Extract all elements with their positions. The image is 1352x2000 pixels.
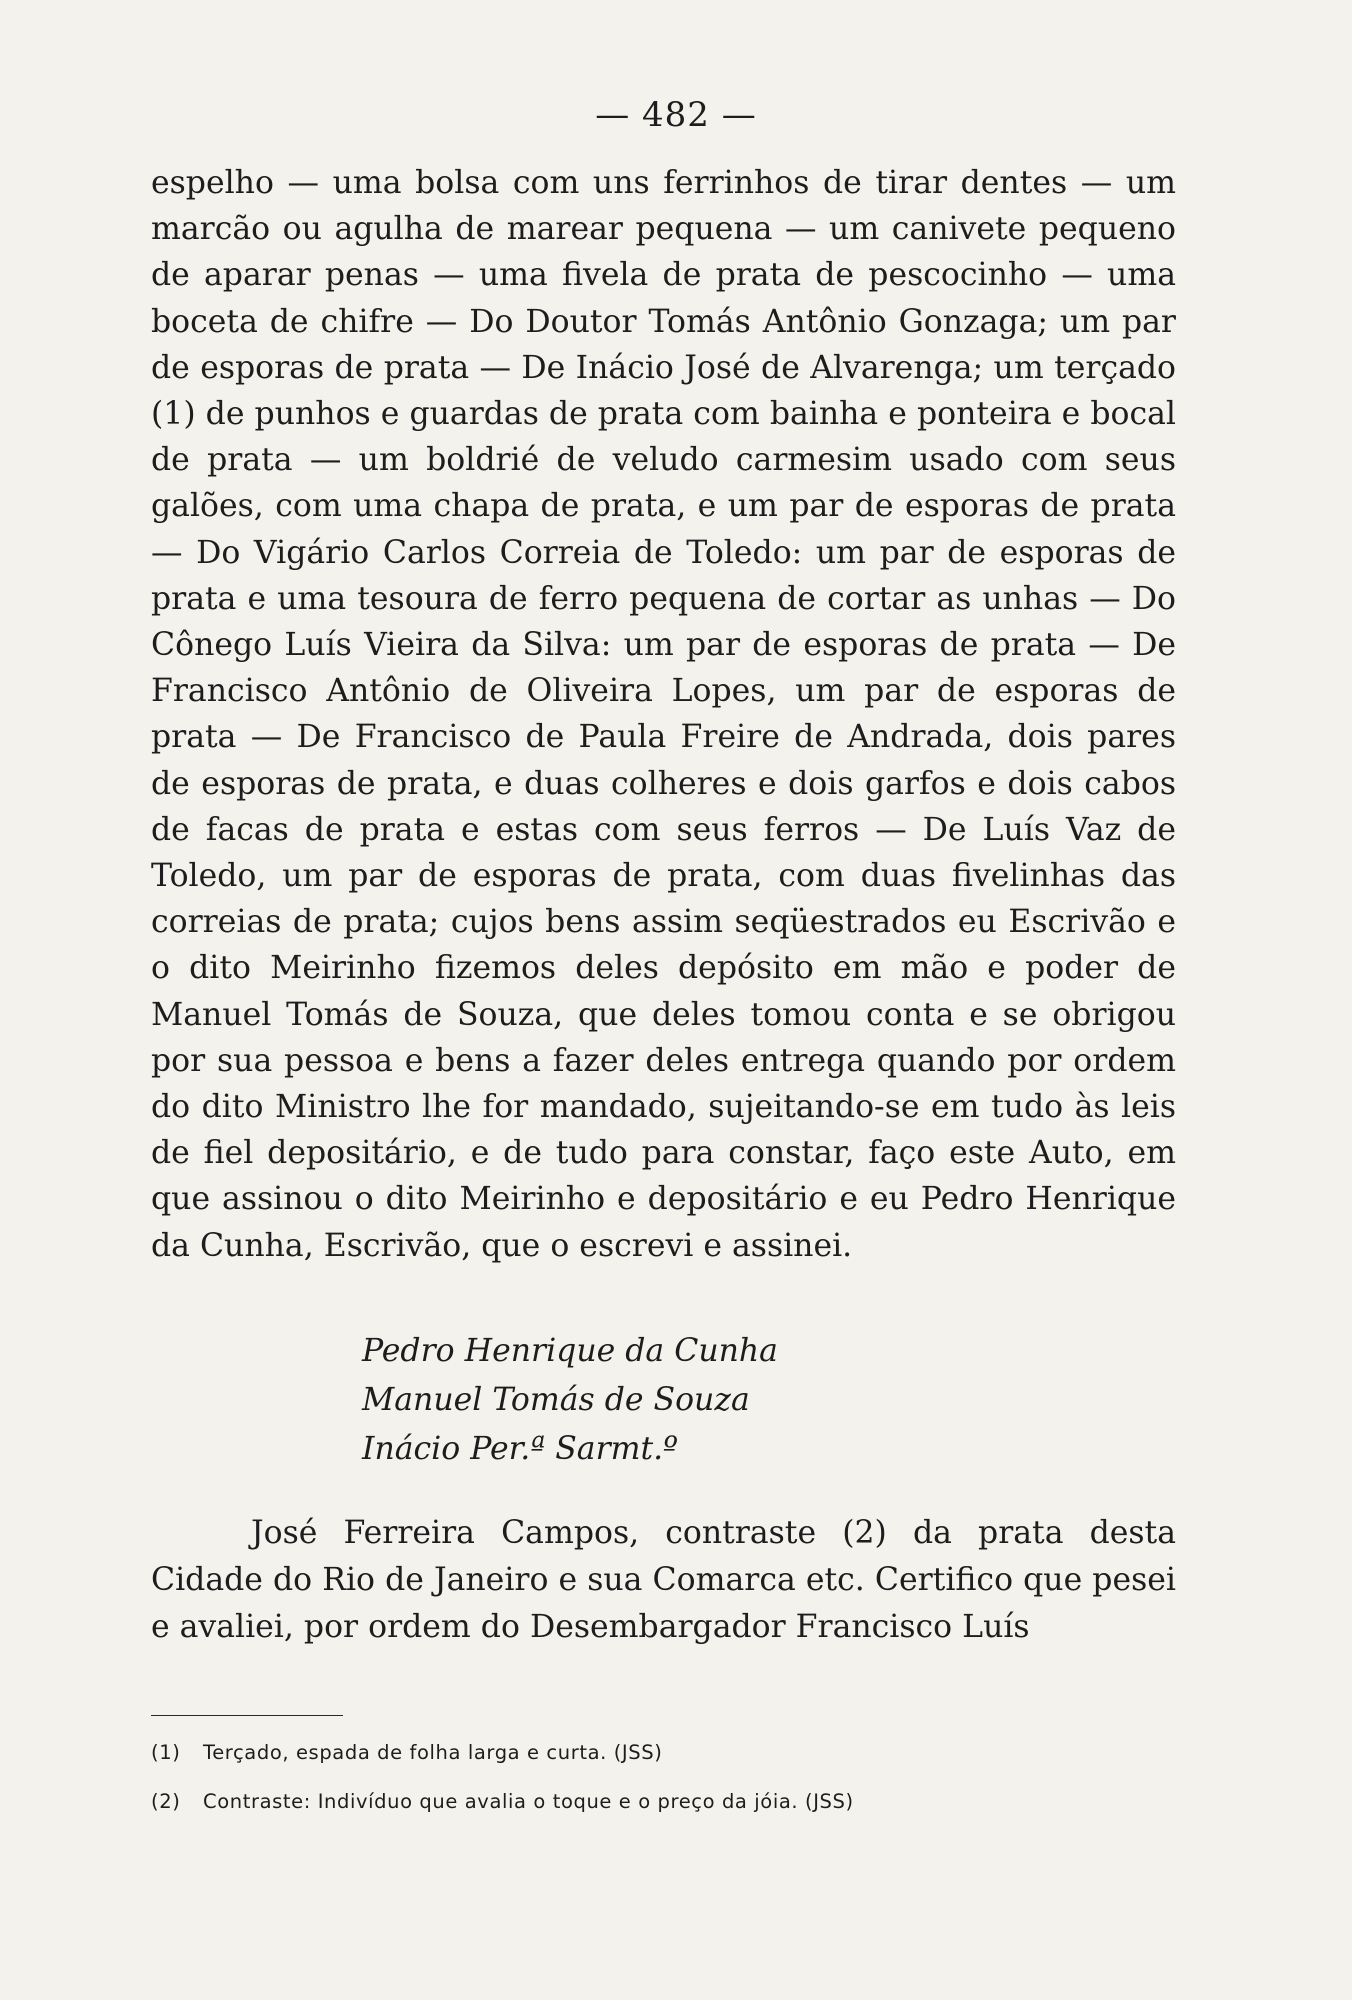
footnote-mark: (1) (151, 1741, 181, 1764)
signature-line: Manuel Tomás de Souza (362, 1382, 750, 1418)
footnote-2 (151, 1787, 1176, 1817)
page-number: — 482 — (595, 95, 757, 135)
footnote-divider (151, 1715, 343, 1716)
main-paragraph (151, 160, 1176, 1269)
footnote-mark: (2) (151, 1790, 181, 1813)
footnote-text: Contraste: Indivíduo que avalia o toque e o preço da jóia. (JSS) (203, 1790, 854, 1813)
certificate-paragraph (151, 1510, 1176, 1651)
footnote-1 (151, 1738, 1176, 1768)
footnotes (151, 1738, 1176, 1836)
signature-line: Inácio Per.ª Sarmt.º (362, 1431, 678, 1467)
main-paragraph-text: espelho — uma bolsa com uns ferrinhos de tirar dentes — um marcão ou agulha de marear pequena — um canivete pequeno de aparar penas — uma fivela de prata de pescocinho — uma boceta de chifre — Do Doutor Tomás Antônio Gonzaga; um par de esporas de prata — De Inácio José de Alvarenga; um terçado (1) de punhos e guardas de prata com bainha e ponteira e bocal de prata — um boldrié de veludo carmesim usado com seus galões, com uma chapa de prata, e um par de esporas de prata — Do Vigário Carlos Correia de Toledo: um par de esporas de prata e uma tesoura de ferro pequena de cortar as unhas — Do Cônego Luís Vieira da Silva: um par de esporas de prata — De Francisco Antônio de Oliveira Lopes, um par de esporas de prata — De Francisco de Paula Freire de Andrada, dois pares de esporas de prata, e duas colheres e dois garfos e dois cabos de facas de prata e estas com seus ferros — De Luís Vaz de Toledo, um par de esporas de prata, com duas fivelinhas das correias de prata; cujos bens assim seqüestrados eu Escrivão e o dito Meirinho fizemos deles depósito em mão e poder de Manuel Tomás de Souza, que deles tomou conta e se obrigou por sua pessoa e bens a fazer deles entrega quando por ordem do dito Ministro lhe for mandado, sujeitando-se em tudo às leis de fiel depositário, e de tudo para constar, faço este Auto, em que assinou o dito Meirinho e depositário e eu Pedro Henrique da Cunha, Escrivão, que o escrevi e assinei. (151, 165, 1176, 1264)
signature-block (362, 1327, 778, 1474)
certificate-paragraph-text: José Ferreira Campos, contraste (2) da prata desta Cidade do Rio de Janeiro e sua Comarca etc. Certifico que pesei e avaliei, por ordem do Desembargador Francisco Luís (151, 1515, 1176, 1645)
footnote-text: Terçado, espada de folha larga e curta. (JSS) (203, 1741, 663, 1764)
signature-line: Pedro Henrique da Cunha (362, 1333, 778, 1369)
